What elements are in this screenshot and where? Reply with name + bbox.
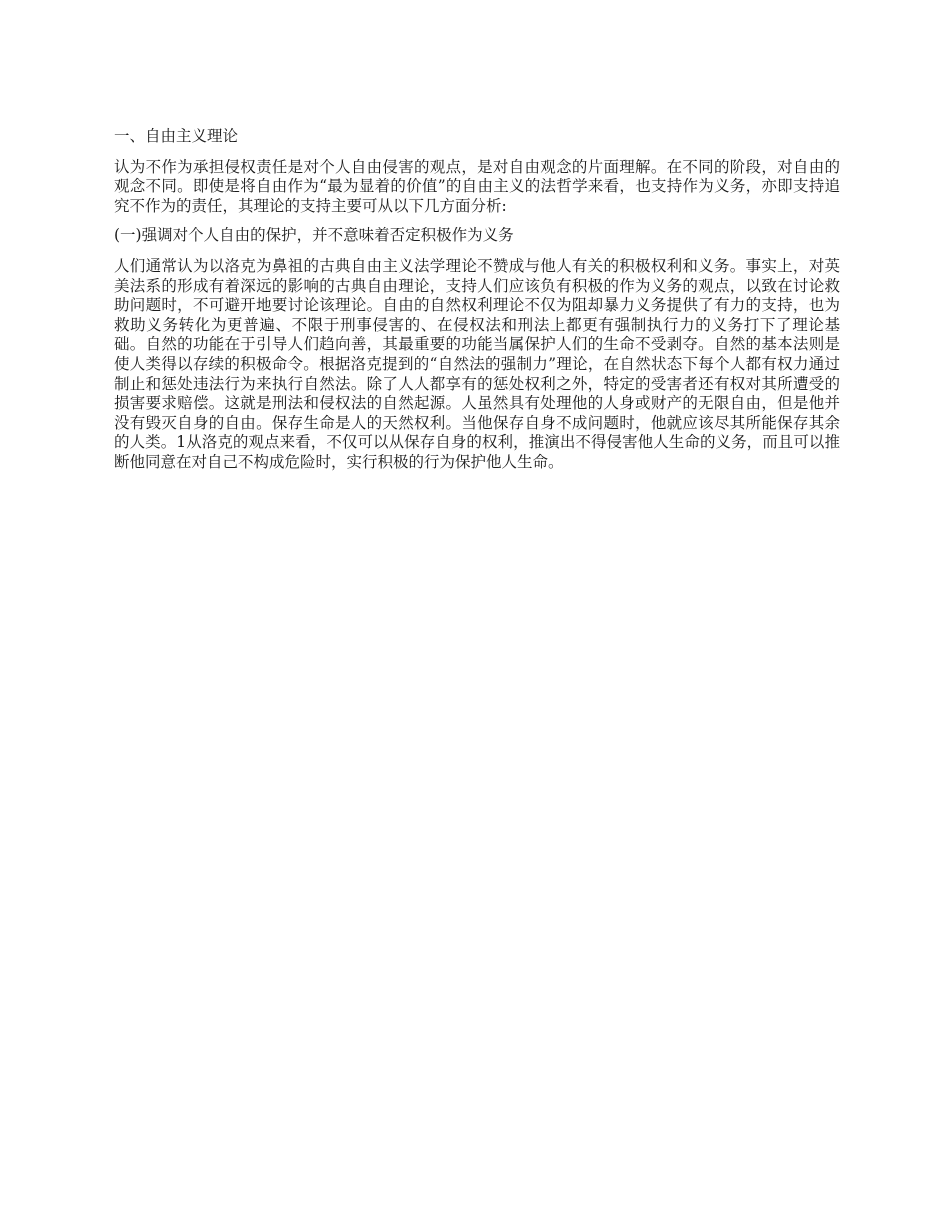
document-page xyxy=(114,127,840,483)
paragraph-intro: 认为不作为承担侵权责任是对个人自由侵害的观点，是对自由观念的片面理解。在不同的阶段，对自由的观念不同。即使是将自由作为“最为显着的价值”的自由主义的法哲学来看，也支持作为义务，亦即支持追究不作为的责任，其理论的支持主要可从以下几方面分析: xyxy=(114,157,840,215)
section-heading: 一、自由主义理论 xyxy=(114,127,239,145)
paragraph-locke-theory: 人们通常认为以洛克为鼻祖的古典自由主义法学理论不赞成与他人有关的积极权利和义务。事实上，对英美法系的形成有着深远的影响的古典自由理论，支持人们应该负有积极的作为义务的观点，以致在讨论救助问题时，不可避开地要讨论该理论。自由的自然权利理论不仅为阻却暴力义务提供了有力的支持，也为救助义务转化为更普遍、不限于刑事侵害的、在侵权法和刑法上都更有强制执行力的义务打下了理论基础。自然的功能在于引导人们趋向善，其最重要的功能当属保护人们的生命不受剥夺。自然的基本法则是使人类得以存续的积极命令。根据洛克提到的“自然法的强制力”理论，在自然状态下每个人都有权力通过制止和惩处违法行为来执行自然法。除了人人都享有的惩处权利之外，特定的受害者还有权对其所遭受的损害要求赔偿。这就是刑法和侵权法的自然起源。人虽然具有处理他的人身或财产的无限自由，但是他并没有毁灭自身的自由。保存生命是人的天然权利。当他保存自身不成问题时，他就应该尽其所能保存其余的人类。1从洛克的观点来看，不仅可以从保存自身的权利，推演出不得侵害他人生命的义务，而且可以推断他同意在对自己不构成危险时，实行积极的行为保护他人生命。 xyxy=(114,256,840,471)
subsection-heading: (一)强调对个人自由的保护，并不意味着否定积极作为义务 xyxy=(114,226,514,245)
